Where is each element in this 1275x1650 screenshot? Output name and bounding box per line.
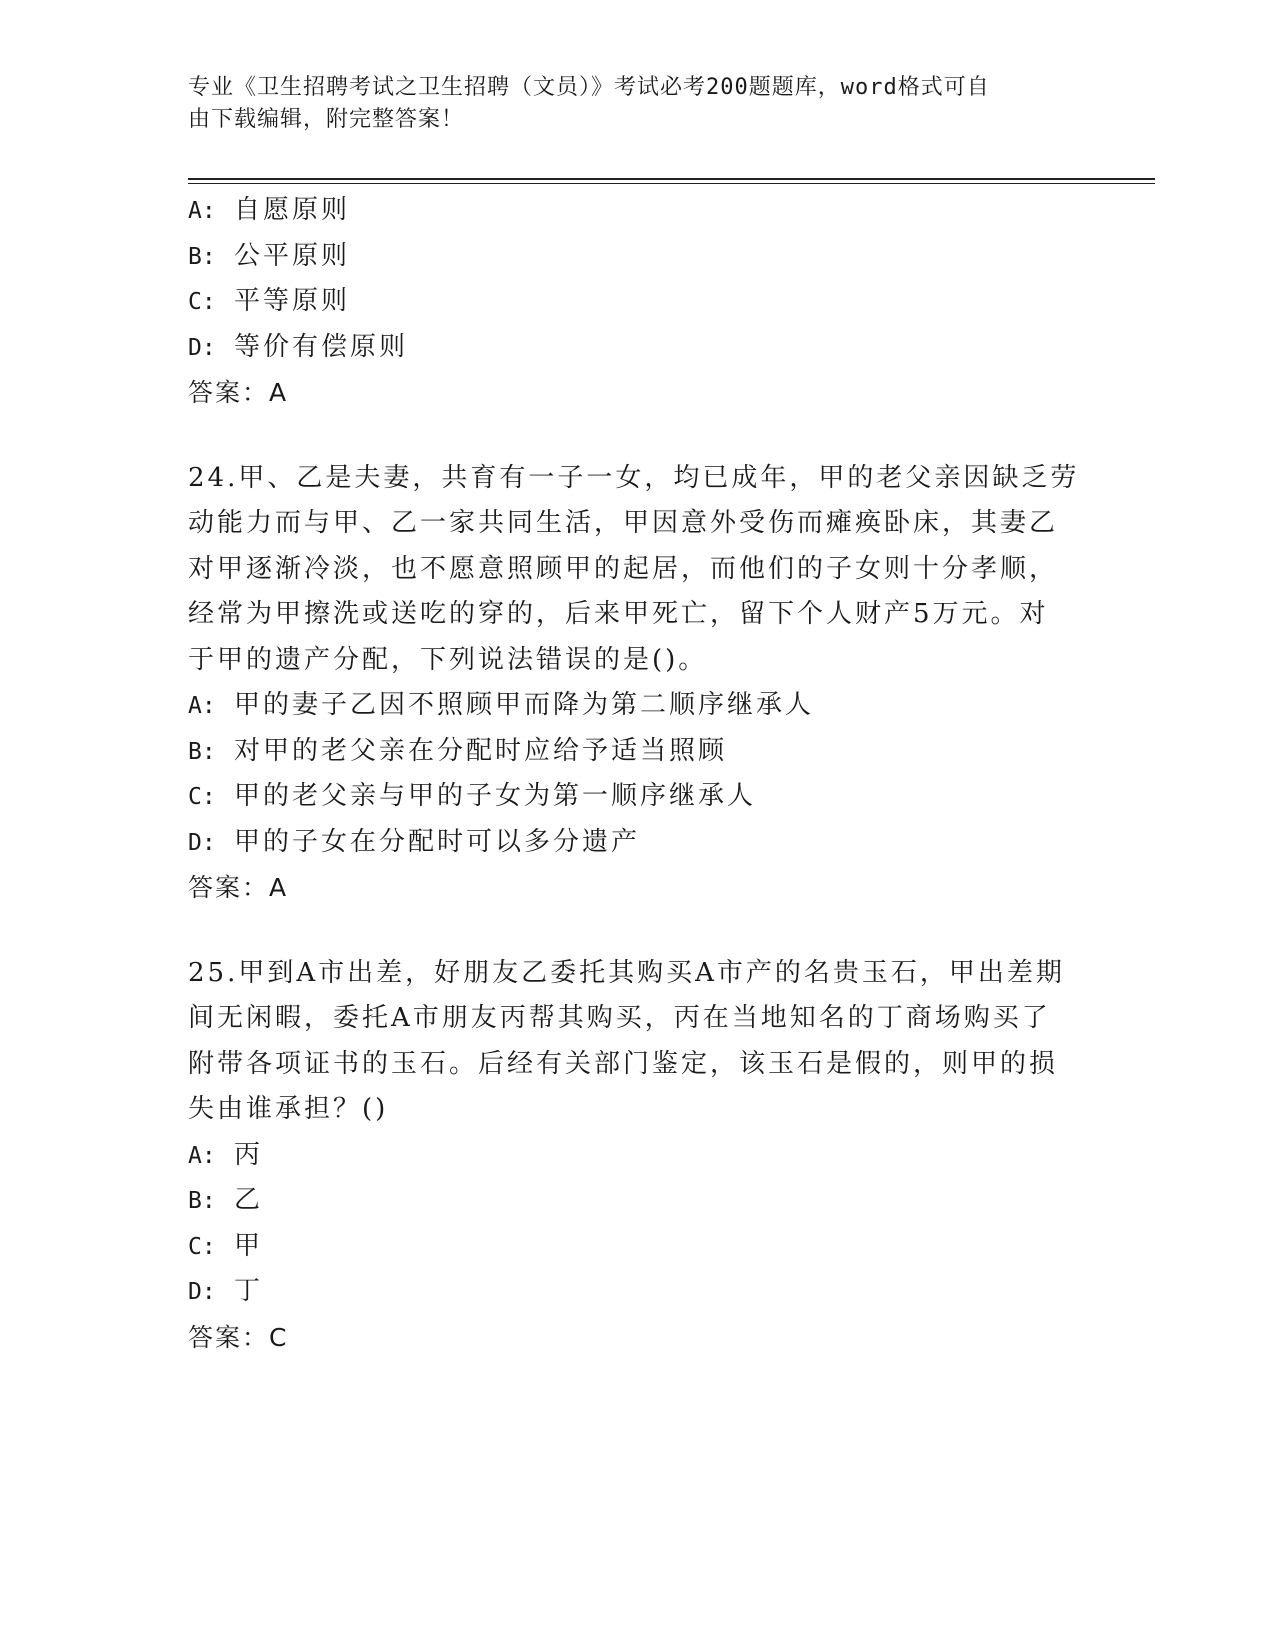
header-divider-thin — [188, 183, 1155, 184]
option-b — [188, 234, 1088, 280]
option-c — [188, 279, 1088, 325]
option-text: 自愿原则 — [234, 195, 351, 225]
option-text: 甲的子女在分配时可以多分遗产 — [234, 826, 641, 857]
option-text: 甲的老父亲与甲的子女为第一顺序继承人 — [234, 781, 757, 811]
question-stem — [188, 951, 1068, 1133]
option-letter: C: — [188, 784, 216, 810]
spacer — [188, 911, 1088, 951]
option-text: 丙 — [234, 1139, 264, 1170]
header-line-2: 由下载编辑，附完整答案！ — [188, 107, 465, 132]
option-letter: A: — [188, 198, 216, 224]
option-letter: B: — [188, 1188, 216, 1214]
stem-line: 对甲逐渐冷淡，也不愿意照顾甲的起居，而他们的子女则十分孝顺， — [188, 553, 1059, 584]
option-text: 等价有偿原则 — [234, 331, 409, 362]
option-text: 对甲的老父亲在分配时应给予适当照顾 — [234, 735, 728, 766]
option-letter: C: — [188, 1233, 216, 1260]
option-letter: A: — [188, 693, 216, 719]
option-c — [188, 774, 1088, 820]
stem-line: 失由谁承担？() — [188, 1094, 389, 1124]
answer-line: 答案：A — [188, 378, 289, 407]
option-text: 乙 — [234, 1185, 264, 1215]
option-text: 平等原则 — [234, 286, 351, 316]
option-b — [188, 1178, 1088, 1224]
option-letter: A: — [188, 1142, 216, 1169]
option-a — [188, 188, 1088, 234]
option-b — [188, 729, 1088, 775]
option-text: 甲的妻子乙因不照顾甲而降为第二顺序继承人 — [234, 690, 815, 720]
option-d — [188, 820, 1088, 866]
option-a — [188, 1133, 1088, 1179]
answer-line: 答案：A — [188, 873, 289, 902]
question-24 — [188, 456, 1088, 911]
question-stem — [188, 456, 1080, 684]
question-content — [188, 188, 1088, 1360]
option-d — [188, 325, 1088, 371]
spacer — [188, 416, 1088, 456]
option-d — [188, 1269, 1088, 1315]
option-letter: B: — [188, 738, 216, 765]
option-text: 公平原则 — [234, 240, 351, 271]
header-line-1: 专业《卫生招聘考试之卫生招聘（文员）》考试必考200题题库，word格式可自 — [188, 75, 990, 100]
option-text: 丁 — [234, 1276, 264, 1306]
stem-line: 经常为甲擦洗或送吃的穿的，后来甲死亡，留下个人财产5万元。对 — [188, 599, 1049, 629]
stem-line: 25.甲到A市出差，好朋友乙委托其购买A市产的名贵玉石，甲出差期 — [188, 957, 1065, 988]
option-text: 甲 — [234, 1230, 264, 1261]
document-header — [188, 72, 1068, 136]
option-letter: B: — [188, 243, 216, 270]
stem-line: 24.甲、乙是夫妻，共育有一子一女，均已成年，甲的老父亲因缺乏劳 — [188, 462, 1080, 493]
stem-line: 间无闲暇，委托A市朋友丙帮其购买，丙在当地知名的丁商场购买了 — [188, 1003, 1051, 1033]
option-a — [188, 683, 1088, 729]
answer-line: 答案：C — [188, 1322, 289, 1352]
stem-line: 附带各项证书的玉石。后经有关部门鉴定，该玉石是假的，则甲的损 — [188, 1048, 1059, 1079]
question-25 — [188, 951, 1088, 1361]
option-c — [188, 1224, 1088, 1270]
stem-line: 动能力而与甲、乙一家共同生活，甲因意外受伤而瘫痪卧床，其妻乙 — [188, 508, 1059, 538]
stem-line: 于甲的遗产分配，下列说法错误的是()。 — [188, 644, 708, 675]
option-letter: D: — [188, 829, 216, 856]
question-23-options — [188, 188, 1088, 416]
header-divider-thick — [188, 178, 1155, 180]
option-letter: D: — [188, 334, 216, 361]
option-letter: D: — [188, 1279, 216, 1305]
option-letter: C: — [188, 289, 216, 315]
